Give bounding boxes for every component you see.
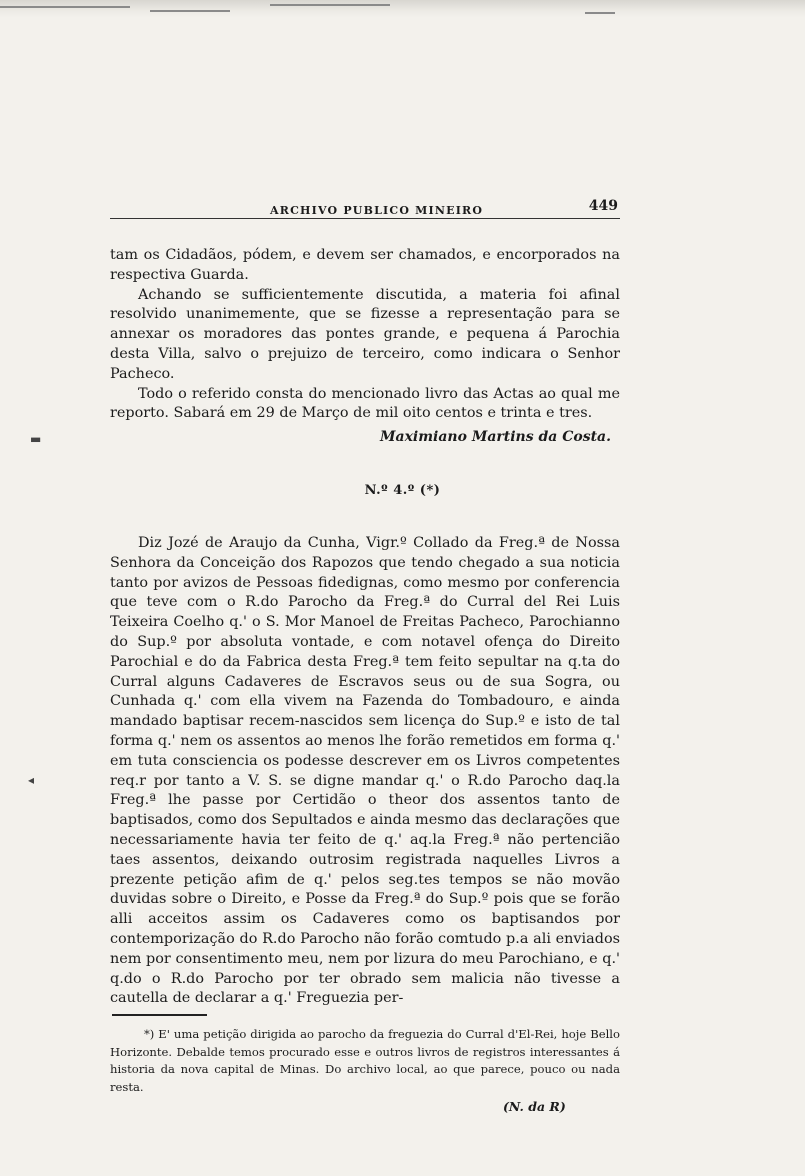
petition-body — [110, 534, 620, 1009]
footnote-text: *) E' uma petição dirigida ao parocho da freguezia do Curral d'El-Rei, hoje Bello Horizonte. Debalde temos procurado esse e outros livros de registros interessantes á historia da nova capital de Minas. Do archivo local, ao que parece, pouco ou nada resta. — [110, 1027, 620, 1094]
petition-paragraph: Diz Jozé de Araujo da Cunha, Vigr.º Collado da Freg.ª de Nossa Senhora da Conceição dos Rapozos que tendo chegado a sua noticia tanto por avizos de Pessoas fidedignas, como mesmo por conferencia que teve com o R.do Parocho da Freg.ª do Curral del Rei Luis Teixeira Coelho q.' o S. Mor Manoel de Freitas Pacheco, Parochianno do Sup.º por absoluta vontade, e com notavel ofença do Direito Parochial e do da Fabrica desta Freg.ª tem feito sepultar na q.ta do Curral alguns Cadaveres de Escravos seus ou de sua Sogra, ou Cunhada q.' com ella vivem na Fazenda do Tombadouro, e ainda mandado baptisar recem-nascidos sem licença do Sup.º e isto de tal forma q.' nem os assentos ao menos lhe forão remetidos em forma q.' em tuta consciencia os podesse descrever em os Livros competentes req.r por tanto a V. S. se digne mandar q.' o R.do Parocho daq.la Freg.ª lhe passe por Certidão o theor dos assentos tanto de baptisados, como dos Sepultados e ainda mesmo das declarações que necessariamente havia ter feito de q.' aq.la Freg.ª não pertencião taes assentos, deixando outrosim registrada naquelles Livros a prezente petição afim de q.' pelos seg.tes tempos se não movão duvidas sobre o Direito, e Posse da Freg.ª do Sup.º pois que se forão alli acceitos assim os Cadaveres como os baptisandos por contemporização do R.do Parocho não forão comtudo p.a ali enviados nem por consentimento meu, nem por lizura do meu Parochiano, e q.' q.do o R.do Parocho por ter obrado sem malicia não tivesse a cautella de declarar a q.' Freguezia per- — [110, 535, 620, 1007]
scan-top-edge — [0, 0, 805, 18]
footnote-signature: (N. da R) — [503, 1099, 566, 1114]
running-title: ARCHIVO PUBLICO MINEIRO — [270, 204, 484, 217]
page-header — [110, 198, 620, 218]
header-rule — [110, 218, 620, 219]
paragraph-reference: Todo o referido consta do mencionado livro das Actas ao qual me reporto. Sabará em 29 de Março de mil oito centos e trinta e tres. — [110, 385, 620, 422]
signature: Maximiano Martins da Costa. — [380, 429, 611, 445]
footnote-rule — [112, 1014, 207, 1016]
footnote — [110, 1026, 620, 1096]
document-number: N.º 4.º (*) — [364, 483, 441, 498]
top-text-block — [110, 246, 620, 424]
margin-mark: ◂ — [28, 773, 35, 787]
margin-mark: ▬ — [30, 432, 42, 446]
page-number: 449 — [588, 198, 618, 214]
paragraph-continuation: tam os Cidadãos, pódem, e devem ser chamados, e encorporados na respectiva Guarda. — [110, 247, 620, 283]
paragraph-discussion: Achando se sufficientemente discutida, a materia foi afinal resolvido unanimemente, que se fizesse a representação para se annexar os moradores das pontes grande, e pequena á Parochia desta Villa, salvo o prejuizo de terceiro, como indicara o Senhor Pacheco. — [110, 286, 620, 382]
